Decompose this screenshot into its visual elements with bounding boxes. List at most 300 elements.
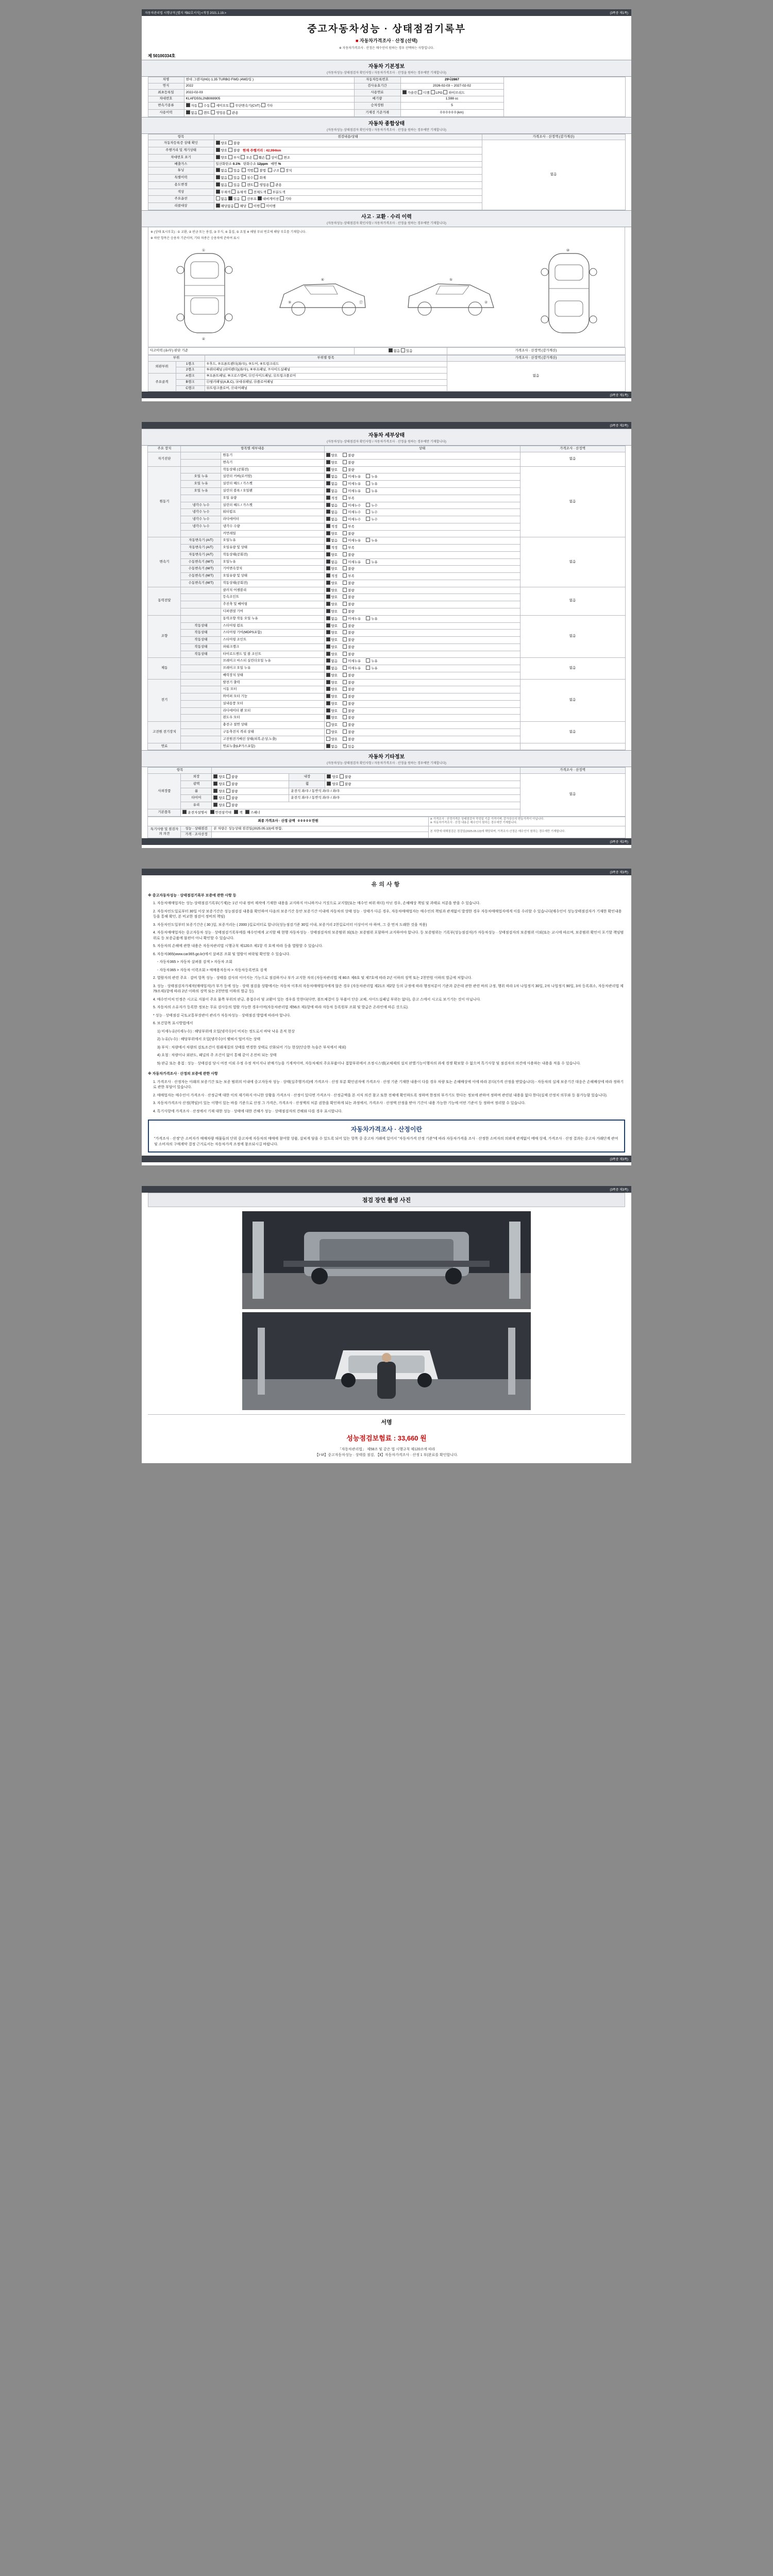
state-option[interactable]: [343, 674, 355, 677]
checkbox-icon[interactable]: [366, 616, 370, 620]
opt-none[interactable]: 없음: [216, 169, 228, 173]
detail-sub-label: [181, 459, 221, 466]
state-option[interactable]: [343, 546, 355, 550]
state-option[interactable]: [326, 539, 338, 543]
checkbox-icon[interactable]: [343, 645, 347, 649]
checkbox-icon[interactable]: [326, 737, 330, 741]
opt-bad[interactable]: 불량: [226, 790, 238, 793]
checkbox-icon[interactable]: [343, 467, 347, 471]
checkbox-icon[interactable]: [343, 744, 347, 748]
state-option[interactable]: [326, 518, 338, 521]
diagram-legend-1: ※ (상태 표시부호) : ① 교환, ② 판금 또는 용접, ③ 부식, ④ 흠집, ⑤ 요철 ※ 해당 부위 번호에 해당 부호를 기재합니다.: [150, 231, 307, 234]
state-option[interactable]: [326, 475, 338, 479]
opt-good[interactable]: 양호: [216, 142, 228, 145]
state-option[interactable]: [326, 567, 338, 571]
opt-none[interactable]: 없음: [216, 197, 228, 201]
checkbox-icon[interactable]: [343, 694, 347, 698]
state-option[interactable]: [326, 681, 338, 685]
state-option[interactable]: [326, 482, 338, 486]
checkbox-icon[interactable]: [343, 481, 347, 485]
state-option[interactable]: [366, 489, 378, 493]
state-option[interactable]: [343, 489, 361, 493]
state-option[interactable]: [343, 603, 355, 606]
state-option[interactable]: [326, 525, 338, 529]
checkbox-icon[interactable]: [326, 722, 330, 726]
label-price-base: 기재검 기준거래: [354, 109, 400, 116]
fuel-opt-diesel[interactable]: 디젤: [418, 91, 430, 95]
opt-good[interactable]: 양호: [216, 156, 228, 160]
checkbox-icon[interactable]: [343, 708, 347, 713]
opt-good[interactable]: 양호: [213, 796, 225, 800]
checkbox-icon[interactable]: [326, 715, 330, 719]
opt-sunroof[interactable]: 선루프: [242, 197, 257, 201]
checkbox-icon[interactable]: [326, 496, 330, 500]
rank-1: 1랭크: [176, 361, 205, 367]
opt-partpaint[interactable]: 부분도색: [267, 191, 285, 194]
checkbox-icon[interactable]: [326, 673, 330, 677]
checkbox-icon[interactable]: [366, 666, 370, 670]
opt-bad[interactable]: 불량: [340, 775, 351, 779]
detail-item-state: [324, 736, 520, 743]
row-label-usechange: 용도변경: [148, 181, 214, 189]
state-option[interactable]: [326, 468, 338, 472]
table-row: [148, 817, 625, 826]
state-option[interactable]: [343, 617, 361, 621]
opt-fullpaint[interactable]: 전체도색: [248, 191, 266, 194]
checkbox-icon[interactable]: [343, 595, 347, 599]
state-option[interactable]: [343, 539, 361, 543]
state-option[interactable]: [366, 518, 378, 521]
checkbox-icon[interactable]: [326, 503, 330, 507]
checkbox-icon[interactable]: [343, 673, 347, 677]
state-option[interactable]: [326, 532, 338, 536]
other-label-tire: 타이어: [181, 795, 212, 802]
checkbox-icon[interactable]: [343, 560, 347, 564]
state-option[interactable]: [343, 702, 355, 706]
checkbox-icon[interactable]: [343, 488, 347, 493]
checkbox-icon[interactable]: [326, 666, 330, 670]
state-option[interactable]: [343, 511, 361, 514]
tx-opt-cvt[interactable]: 무단변속기(CVT): [230, 104, 260, 108]
usage-opt-none[interactable]: 없음: [186, 111, 198, 115]
opt-navigation[interactable]: 내비게이션: [258, 197, 279, 201]
state-option[interactable]: [343, 695, 355, 699]
state-option[interactable]: [343, 454, 355, 457]
checkbox-icon[interactable]: [343, 722, 347, 726]
state-option[interactable]: [343, 567, 355, 571]
state-option[interactable]: [326, 638, 338, 642]
state-option[interactable]: [343, 582, 355, 585]
checkbox-icon[interactable]: [366, 488, 370, 493]
state-option[interactable]: [326, 731, 338, 734]
state-option[interactable]: [343, 688, 355, 691]
opt-bad[interactable]: 불량: [340, 783, 351, 786]
checkbox-icon[interactable]: [326, 552, 330, 556]
label-displacement: 배기량: [354, 96, 400, 103]
opt-bad[interactable]: 불량: [226, 783, 238, 786]
opt-applicable[interactable]: 해당: [234, 205, 246, 208]
checkbox-icon[interactable]: [366, 658, 370, 663]
state-option[interactable]: [326, 617, 338, 621]
tx-opt-etc[interactable]: 기타: [261, 104, 273, 108]
state-option[interactable]: [326, 695, 338, 699]
checkbox-icon[interactable]: [343, 616, 347, 620]
state-option[interactable]: [343, 716, 355, 720]
state-option[interactable]: [326, 610, 338, 614]
opt-bad[interactable]: 불량: [228, 142, 240, 145]
checkbox-icon[interactable]: [343, 730, 347, 734]
svg-text:⑤: ⑤: [449, 278, 452, 282]
opt-flood[interactable]: 침수: [242, 176, 254, 180]
svg-text:⑰: ⑰: [359, 301, 363, 305]
state-option[interactable]: [343, 653, 355, 656]
mileage-readout: 현재 주행거리 : 42,994km: [242, 149, 281, 153]
checkbox-icon[interactable]: [326, 545, 330, 549]
tx-opt-semi[interactable]: 세미오토: [211, 104, 229, 108]
state-option[interactable]: [366, 659, 378, 663]
checkbox-icon[interactable]: [326, 630, 330, 634]
table-header-row: [148, 446, 625, 452]
checkbox-icon[interactable]: [326, 708, 330, 713]
checkbox-icon[interactable]: [326, 510, 330, 514]
opt-good[interactable]: 양호: [216, 149, 228, 152]
checkbox-icon[interactable]: [326, 623, 330, 628]
usage-opt-gov[interactable]: 관용: [227, 111, 239, 115]
checkbox-icon[interactable]: [343, 517, 347, 521]
checkbox-icon[interactable]: [343, 588, 347, 592]
state-option[interactable]: [343, 596, 355, 599]
opt-bad[interactable]: 불량: [226, 796, 238, 800]
opt-device[interactable]: 장치: [280, 169, 292, 173]
checkbox-icon[interactable]: [343, 687, 347, 691]
base-item-jack[interactable]: 잭: [234, 811, 242, 815]
detail-sub-label: [181, 715, 221, 722]
state-option[interactable]: [343, 659, 361, 663]
state-option[interactable]: [343, 709, 355, 713]
opt-biz[interactable]: 영업용: [254, 183, 269, 187]
checkbox-icon[interactable]: [343, 581, 347, 585]
opt-none[interactable]: 없음: [389, 349, 400, 353]
state-option[interactable]: [326, 489, 338, 493]
state-option-label: 누유: [371, 667, 378, 671]
other-value-wheel: [325, 781, 520, 788]
state-option[interactable]: [326, 709, 338, 713]
state-option-label: 불량: [348, 737, 355, 741]
checkbox-icon[interactable]: [326, 481, 330, 485]
checkbox-icon[interactable]: [343, 637, 347, 641]
state-option[interactable]: [343, 461, 355, 465]
checkbox-icon[interactable]: [326, 602, 330, 606]
state-option[interactable]: [343, 745, 355, 749]
state-option[interactable]: [326, 674, 338, 677]
opt-done[interactable]: 이행: [248, 205, 260, 208]
checkbox-icon[interactable]: [326, 616, 330, 620]
usage-opt-biz[interactable]: 영업용: [211, 111, 226, 115]
state-option[interactable]: [326, 723, 338, 727]
opt-yes[interactable]: 있음: [228, 197, 240, 201]
checkbox-icon[interactable]: [326, 560, 330, 564]
notice-item-6b: - 자동차365 > 자동차 이력조회 > 매매용자동차 > 자동차등록번호 검색: [157, 968, 267, 972]
detail-sub-label: 자동변속기 (A/T): [181, 551, 221, 558]
state-option[interactable]: [326, 653, 338, 656]
state-option[interactable]: [326, 561, 338, 564]
opt-good[interactable]: 양호: [327, 783, 339, 786]
checkbox-icon[interactable]: [343, 538, 347, 542]
opt-yes[interactable]: 있음: [228, 169, 240, 173]
checkbox-icon[interactable]: [326, 730, 330, 734]
checkbox-icon[interactable]: [366, 481, 370, 485]
opt-chromatic[interactable]: 유채색: [231, 191, 246, 194]
detail-item-state: [324, 502, 520, 509]
state-option[interactable]: [343, 738, 355, 741]
state-option[interactable]: [326, 745, 338, 749]
state-option[interactable]: [326, 574, 338, 578]
state-option[interactable]: [343, 681, 355, 685]
checkbox-icon[interactable]: [326, 680, 330, 684]
checkbox-icon[interactable]: [326, 588, 330, 592]
opt-dirty[interactable]: 오손: [241, 156, 253, 160]
state-option[interactable]: [343, 667, 361, 670]
state-option[interactable]: [343, 574, 355, 578]
checkbox-icon[interactable]: [366, 503, 370, 507]
checkbox-icon[interactable]: [343, 715, 347, 719]
opt-yes[interactable]: 있음: [401, 349, 413, 353]
opt-good[interactable]: 양호: [213, 804, 225, 807]
state-option[interactable]: [343, 624, 355, 628]
opt-gov[interactable]: 관용: [270, 183, 282, 187]
opt-bad[interactable]: 불량: [228, 149, 240, 152]
opt-altered[interactable]: 변조: [278, 156, 290, 160]
opt-good[interactable]: 양호: [213, 790, 225, 793]
tx-opt-manual[interactable]: 수동: [198, 104, 210, 108]
checkbox-icon[interactable]: [343, 503, 347, 507]
state-option[interactable]: [343, 610, 355, 614]
state-option[interactable]: [326, 716, 338, 720]
state-option[interactable]: [343, 589, 355, 592]
state-option[interactable]: [326, 646, 338, 649]
state-option[interactable]: [343, 638, 355, 642]
checkbox-icon[interactable]: [366, 517, 370, 521]
state-option-label: 적정: [331, 524, 338, 529]
page1-footer: (3쪽중 제1쪽): [142, 392, 631, 398]
checkbox-icon[interactable]: [366, 560, 370, 564]
opt-notdone[interactable]: 미이행: [261, 205, 276, 208]
checkbox-icon[interactable]: [326, 488, 330, 493]
detail-item-state: [324, 580, 520, 587]
state-option[interactable]: [343, 561, 361, 564]
state-option[interactable]: [326, 504, 338, 507]
state-option[interactable]: [343, 631, 355, 635]
state-option[interactable]: [343, 723, 355, 727]
state-option[interactable]: [343, 532, 355, 536]
state-option[interactable]: [326, 659, 338, 663]
checkbox-icon[interactable]: [343, 573, 347, 578]
checkbox-icon[interactable]: [343, 602, 347, 606]
opt-diff[interactable]: 상이: [266, 156, 278, 160]
opt-good[interactable]: 양호: [327, 775, 339, 779]
checkbox-icon[interactable]: [326, 744, 330, 748]
detail-item-label: 라디에이터 팬 모터: [221, 707, 324, 715]
svg-text:①: ①: [201, 249, 205, 253]
checkbox-icon[interactable]: [326, 701, 330, 705]
checkbox-icon[interactable]: [343, 652, 347, 656]
opt-yes[interactable]: 있음: [228, 183, 240, 187]
state-option[interactable]: [326, 631, 338, 635]
detail-sub-label: 수동변속기 (M/T): [181, 573, 221, 580]
checkbox-icon[interactable]: [343, 680, 347, 684]
state-option-label: 양호: [331, 603, 338, 607]
opt-illegal[interactable]: 불법: [254, 169, 266, 173]
checkbox-icon[interactable]: [343, 524, 347, 528]
state-option[interactable]: [366, 539, 378, 543]
fuel-opt-gasoline[interactable]: 가솔린: [402, 91, 417, 95]
checkbox-icon[interactable]: [326, 517, 330, 521]
checkbox-icon[interactable]: [343, 623, 347, 628]
checkbox-icon[interactable]: [326, 694, 330, 698]
checkbox-icon[interactable]: [343, 658, 347, 663]
checkbox-icon[interactable]: [343, 453, 347, 457]
checkbox-icon[interactable]: [326, 566, 330, 570]
checkbox-icon[interactable]: [326, 538, 330, 542]
opt-bad[interactable]: 불량: [226, 804, 238, 807]
checkbox-icon[interactable]: [326, 645, 330, 649]
base-item-manual[interactable]: 운전자설명서: [182, 811, 207, 815]
state-option[interactable]: [343, 468, 355, 472]
checkbox-icon[interactable]: [326, 573, 330, 578]
checkbox-icon[interactable]: [326, 595, 330, 599]
opt-etc[interactable]: 기타: [280, 197, 292, 201]
state-option[interactable]: [366, 475, 378, 479]
opt-yes[interactable]: 있음: [228, 176, 240, 180]
opt-corrode[interactable]: 부식: [228, 156, 240, 160]
state-option[interactable]: [326, 667, 338, 670]
state-option[interactable]: [343, 553, 355, 557]
state-option[interactable]: [343, 482, 361, 486]
checkbox-icon[interactable]: [343, 609, 347, 613]
checkbox-icon[interactable]: [343, 545, 347, 549]
state-option[interactable]: [343, 646, 355, 649]
opt-rent[interactable]: 렌트: [242, 183, 254, 187]
opt-damaged[interactable]: 훼손: [254, 156, 265, 160]
checkbox-icon[interactable]: [326, 453, 330, 457]
fuel-opt-hybrid[interactable]: 하이브리드: [443, 91, 464, 95]
checkbox-icon[interactable]: [343, 474, 347, 478]
state-option[interactable]: [343, 525, 355, 529]
checkbox-icon[interactable]: [343, 496, 347, 500]
state-option[interactable]: [366, 667, 378, 670]
state-option[interactable]: [366, 504, 378, 507]
value-displacement: 1,598 cc: [400, 96, 503, 103]
opt-legal[interactable]: 적법: [242, 169, 254, 173]
checkbox-icon[interactable]: [326, 581, 330, 585]
opt-good[interactable]: 양호: [213, 783, 225, 786]
checkbox-icon[interactable]: [326, 524, 330, 528]
opt-achromatic[interactable]: 무채색: [216, 191, 231, 194]
state-option[interactable]: [326, 624, 338, 628]
opt-bad[interactable]: 불량: [226, 775, 238, 779]
checkbox-icon[interactable]: [343, 737, 347, 741]
fuel-opt-lpg[interactable]: LPG: [431, 91, 443, 95]
checkbox-icon[interactable]: [326, 460, 330, 464]
checkbox-icon[interactable]: [343, 566, 347, 570]
base-item-triangle[interactable]: 안전삼각대: [210, 811, 231, 815]
frame-rank-b-items: ⑬필러패널(A,B,C), ⑭대쉬패널, ⑮플로어패널: [205, 379, 447, 385]
state-option[interactable]: [326, 589, 338, 592]
state-option[interactable]: [343, 497, 355, 500]
checkbox-icon[interactable]: [326, 474, 330, 478]
state-option-label: 불량: [348, 553, 355, 557]
checkbox-icon[interactable]: [326, 658, 330, 663]
state-option[interactable]: [326, 582, 338, 585]
state-option[interactable]: [326, 546, 338, 550]
checkbox-icon[interactable]: [366, 510, 370, 514]
state-option[interactable]: [343, 731, 355, 734]
state-option[interactable]: [343, 475, 361, 479]
usage-opt-rent[interactable]: 렌트: [198, 111, 210, 115]
checkbox-icon[interactable]: [326, 652, 330, 656]
state-option[interactable]: [343, 518, 361, 521]
state-option-label: 미세누유: [348, 617, 361, 621]
state-option[interactable]: [326, 702, 338, 706]
state-option[interactable]: [326, 596, 338, 599]
state-option-label: 누유: [371, 482, 378, 486]
checkbox-icon[interactable]: [343, 531, 347, 535]
state-option[interactable]: [343, 504, 361, 507]
summary-row1-value: [212, 832, 428, 838]
other-value-interior: [325, 774, 520, 781]
opt-structure[interactable]: 구조: [268, 169, 280, 173]
state-option[interactable]: [366, 617, 378, 621]
base-item-spanner[interactable]: 스패너: [245, 811, 260, 815]
state-option[interactable]: [326, 688, 338, 691]
opt-none[interactable]: 없음: [216, 183, 228, 187]
state-option[interactable]: [326, 497, 338, 500]
row-label-emission: 배출가스: [148, 161, 214, 167]
value-first-reg: 2022-02-03: [184, 89, 354, 96]
state-option[interactable]: [366, 511, 378, 514]
detail-sub-label: [181, 594, 221, 601]
checkbox-icon[interactable]: [326, 609, 330, 613]
checkbox-icon[interactable]: [366, 538, 370, 542]
opt-good[interactable]: 양호: [213, 775, 225, 779]
checkbox-icon[interactable]: [343, 510, 347, 514]
checkbox-icon[interactable]: [343, 630, 347, 634]
checkbox-icon[interactable]: [343, 552, 347, 556]
checkbox-icon[interactable]: [326, 531, 330, 535]
state-option[interactable]: [326, 461, 338, 465]
tx-opt-auto[interactable]: 자동: [186, 104, 198, 108]
state-option[interactable]: [326, 511, 338, 514]
car-view-right: [402, 262, 500, 324]
detail-sub-label: 작동상태: [181, 651, 221, 658]
state-option[interactable]: [326, 454, 338, 457]
state-option[interactable]: [326, 738, 338, 741]
state-option[interactable]: [366, 561, 378, 564]
checkbox-icon[interactable]: [343, 701, 347, 705]
checkbox-icon[interactable]: [343, 666, 347, 670]
checkbox-icon[interactable]: [326, 637, 330, 641]
state-option[interactable]: [326, 553, 338, 557]
checkbox-icon[interactable]: [366, 474, 370, 478]
state-option[interactable]: [366, 482, 378, 486]
opt-fire[interactable]: 화재: [254, 176, 266, 180]
checkbox-icon[interactable]: [326, 467, 330, 471]
opt-na[interactable]: 해당없음: [216, 205, 234, 208]
opt-none[interactable]: 없음: [216, 176, 228, 180]
checkbox-icon[interactable]: [343, 460, 347, 464]
checkbox-icon[interactable]: [326, 687, 330, 691]
state-option[interactable]: [326, 603, 338, 606]
